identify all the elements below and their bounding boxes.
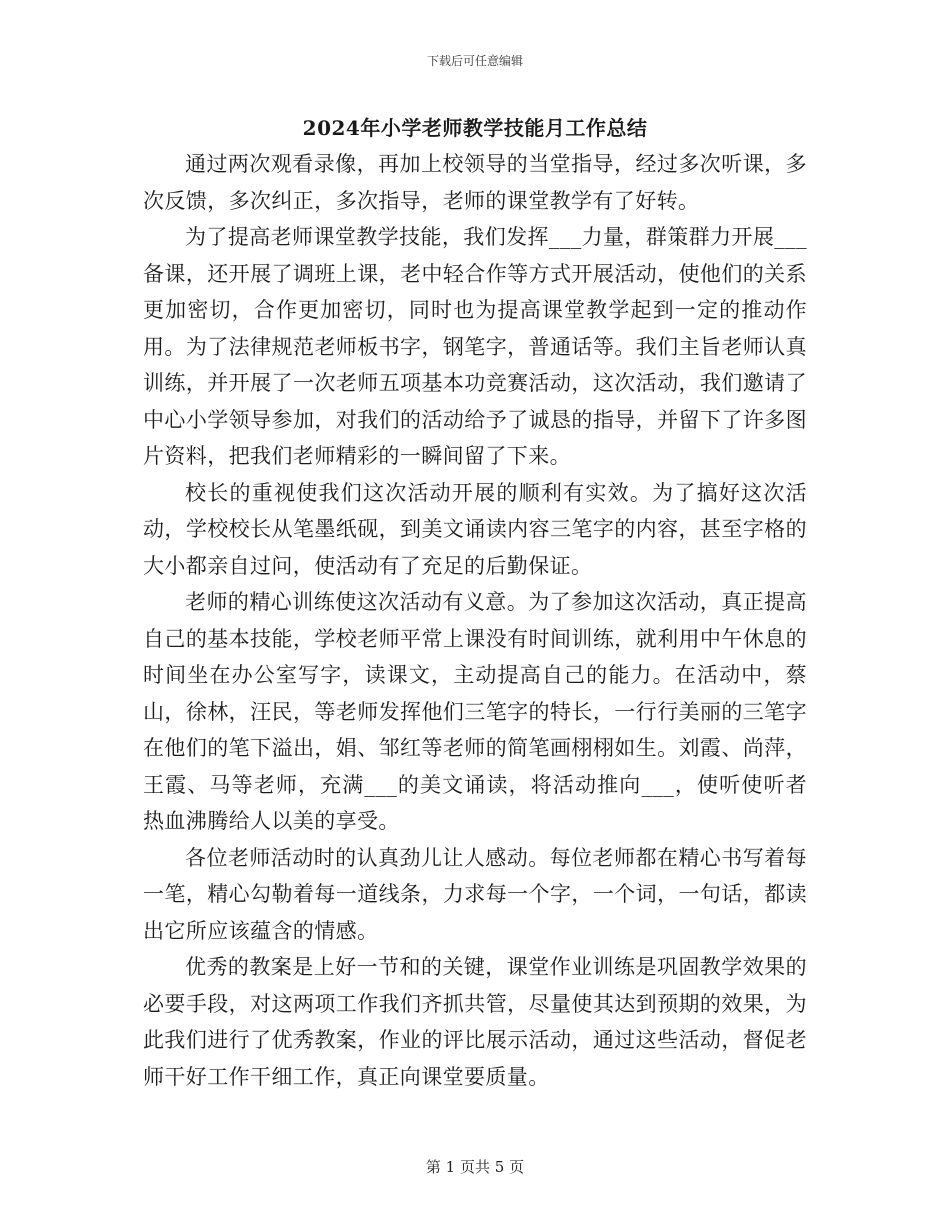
paragraph: 通过两次观看录像，再加上校领导的当堂指导，经过多次听课，多次反馈，多次纠正，多次指导，老师的课堂教学有了好转。 — [143, 152, 807, 213]
page-header-note: 下载后可任意编辑 — [426, 54, 523, 68]
paragraph: 优秀的教案是上好一节和的关键，课堂作业训练是巩固教学效果的必要手段，对这两项工作我们齐抓共管，尽量使其达到预期的效果，为此我们进行了优秀教案，作业的评比展示活动，通过这些活动，督促老师干好工作干细工作，真正向课堂要质量。 — [143, 955, 807, 1089]
page-number: 第 1 页共 5 页 — [425, 1158, 525, 1176]
paragraph: 各位老师活动时的认真劲儿让人感动。每位老师都在精心书写着每一笔，精心勾勒着每一道线条，力求每一个字，一个词，一句话，都读出它所应该蕴含的情感。 — [143, 845, 807, 943]
paragraph: 为了提高老师课堂教学技能，我们发挥___力量，群策群力开展___备课，还开展了调班上课，老中轻合作等方式开展活动，使他们的关系更加密切，合作更加密切，同时也为提高课堂教学起到一定的推动作用。为了法律规范老师板书字，钢笔字，普通话等。我们主旨老师认真训练，并开展了一次老师五项基本功竞赛活动，这次活动，我们邀请了中心小学领导参加，对我们的活动给予了诚恳的指导，并留下了许多图片资料，把我们老师精彩的一瞬间留了下来。 — [143, 225, 807, 468]
paragraph: 校长的重视使我们这次活动开展的顺利有实效。为了搞好这次活动，学校校长从笔墨纸砚，到美文诵读内容三笔字的内容，甚至字格的大小都亲自过问，使活动有了充足的后勤保证。 — [143, 480, 807, 578]
document-body — [143, 146, 807, 1095]
document-title: 2024年小学老师教学技能月工作总结 — [302, 116, 648, 140]
paragraph: 老师的精心训练使这次活动有义意。为了参加这次活动，真正提高自己的基本技能，学校老师平常上课没有时间训练，就利用中午休息的时间坐在办公室写字，读课文，主动提高自己的能力。在活动中，蔡山，徐林，汪民，等老师发挥他们三笔字的特长，一行行美丽的三笔字在他们的笔下溢出，娟、邹红等老师的简笔画栩栩如生。刘霞、尚萍，王霞、马等老师，充满___的美文诵读，将活动推向___，使听使听者热血沸腾给人以美的享受。 — [143, 590, 807, 833]
